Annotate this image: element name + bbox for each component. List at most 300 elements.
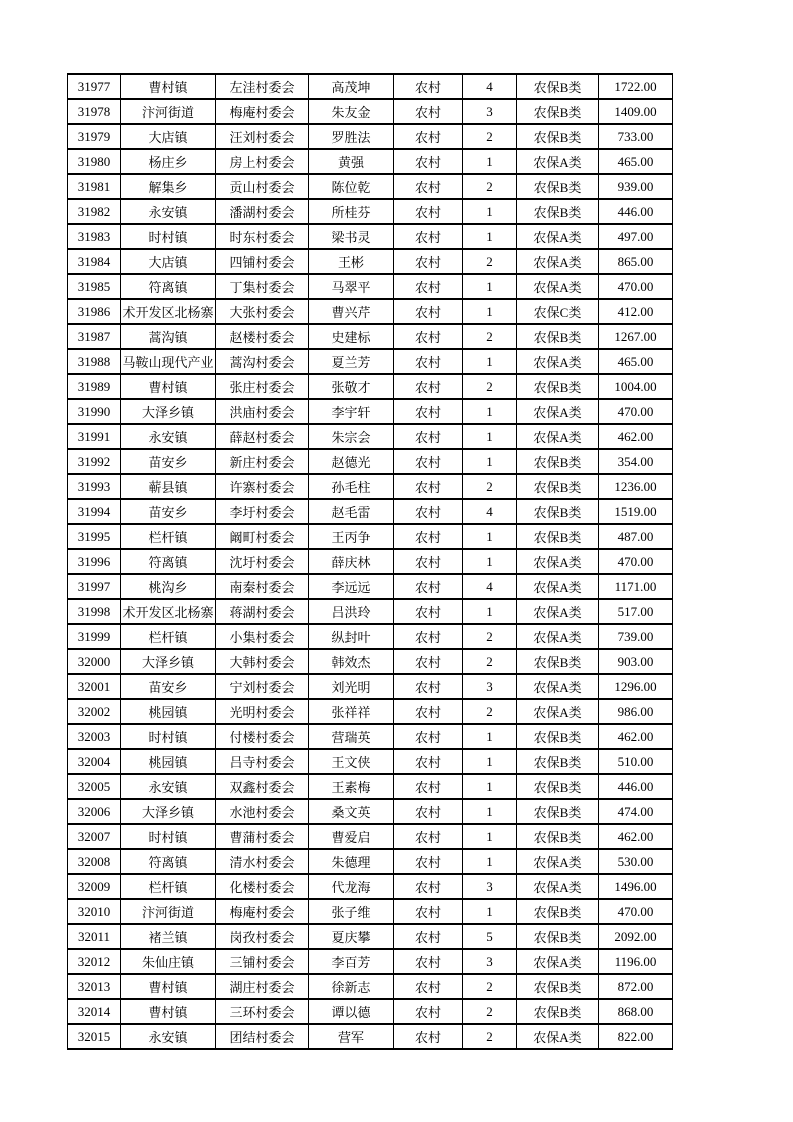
cell-count: 2 [463,249,517,274]
cell-town: 术开发区北杨寨 [121,299,216,324]
cell-count: 1 [463,149,517,174]
cell-amount: 1722.00 [599,74,673,99]
cell-insurance-category: 农保B类 [517,649,599,674]
cell-residence-type: 农村 [394,849,463,874]
cell-town: 符离镇 [121,849,216,874]
cell-person-name: 赵毛雷 [309,499,394,524]
cell-person-name: 张敬才 [309,374,394,399]
cell-insurance-category: 农保B类 [517,724,599,749]
cell-person-name: 吕洪玲 [309,599,394,624]
cell-record-id: 32005 [68,774,121,799]
table-row [68,124,673,149]
cell-amount: 1496.00 [599,874,673,899]
cell-residence-type: 农村 [394,174,463,199]
table-row [68,924,673,949]
cell-town: 时村镇 [121,724,216,749]
cell-village-committee: 李圩村委会 [216,499,309,524]
cell-record-id: 31999 [68,624,121,649]
cell-amount: 1196.00 [599,949,673,974]
cell-village-committee: 四铺村委会 [216,249,309,274]
cell-count: 1 [463,749,517,774]
cell-residence-type: 农村 [394,1024,463,1049]
cell-person-name: 张祥祥 [309,699,394,724]
cell-record-id: 31982 [68,199,121,224]
cell-record-id: 31985 [68,274,121,299]
table-row [68,949,673,974]
cell-insurance-category: 农保B类 [517,999,599,1024]
cell-insurance-category: 农保B类 [517,899,599,924]
cell-record-id: 32004 [68,749,121,774]
cell-amount: 465.00 [599,349,673,374]
cell-count: 2 [463,374,517,399]
cell-count: 1 [463,824,517,849]
cell-insurance-category: 农保B类 [517,824,599,849]
cell-record-id: 32014 [68,999,121,1024]
cell-person-name: 罗胜法 [309,124,394,149]
cell-town: 蕲县镇 [121,474,216,499]
cell-person-name: 马翠平 [309,274,394,299]
cell-residence-type: 农村 [394,674,463,699]
cell-record-id: 31980 [68,149,121,174]
cell-village-committee: 岗孜村委会 [216,924,309,949]
cell-amount: 739.00 [599,624,673,649]
table-row [68,74,673,99]
cell-person-name: 张子维 [309,899,394,924]
cell-count: 2 [463,324,517,349]
cell-person-name: 夏庆攀 [309,924,394,949]
table-row [68,1024,673,1049]
cell-count: 1 [463,224,517,249]
cell-residence-type: 农村 [394,724,463,749]
cell-residence-type: 农村 [394,924,463,949]
cell-person-name: 所桂芬 [309,199,394,224]
cell-town: 术开发区北杨寨 [121,599,216,624]
cell-person-name: 徐新志 [309,974,394,999]
cell-person-name: 黄强 [309,149,394,174]
cell-amount: 470.00 [599,549,673,574]
cell-village-committee: 宁刘村委会 [216,674,309,699]
cell-residence-type: 农村 [394,824,463,849]
cell-residence-type: 农村 [394,899,463,924]
cell-town: 栏杆镇 [121,874,216,899]
cell-count: 1 [463,199,517,224]
cell-person-name: 夏兰芳 [309,349,394,374]
cell-town: 汴河街道 [121,99,216,124]
cell-village-committee: 团结村委会 [216,1024,309,1049]
cell-count: 3 [463,674,517,699]
cell-village-committee: 三铺村委会 [216,949,309,974]
cell-record-id: 32010 [68,899,121,924]
cell-person-name: 李百芳 [309,949,394,974]
cell-count: 2 [463,1024,517,1049]
cell-count: 1 [463,774,517,799]
cell-residence-type: 农村 [394,949,463,974]
table-row [68,799,673,824]
cell-village-committee: 阚町村委会 [216,524,309,549]
cell-record-id: 31978 [68,99,121,124]
cell-record-id: 31995 [68,524,121,549]
table-row [68,699,673,724]
cell-person-name: 桑文英 [309,799,394,824]
cell-amount: 903.00 [599,649,673,674]
cell-insurance-category: 农保A类 [517,874,599,899]
cell-residence-type: 农村 [394,599,463,624]
cell-residence-type: 农村 [394,799,463,824]
cell-town: 大泽乡镇 [121,399,216,424]
cell-amount: 497.00 [599,224,673,249]
cell-record-id: 32011 [68,924,121,949]
cell-residence-type: 农村 [394,624,463,649]
cell-town: 永安镇 [121,1024,216,1049]
cell-record-id: 32000 [68,649,121,674]
cell-residence-type: 农村 [394,474,463,499]
cell-town: 栏杆镇 [121,524,216,549]
cell-count: 1 [463,549,517,574]
cell-village-committee: 房上村委会 [216,149,309,174]
cell-amount: 1519.00 [599,499,673,524]
cell-village-committee: 蒋湖村委会 [216,599,309,624]
table-row [68,174,673,199]
cell-village-committee: 南秦村委会 [216,574,309,599]
cell-village-committee: 蒿沟村委会 [216,349,309,374]
cell-count: 3 [463,99,517,124]
cell-residence-type: 农村 [394,299,463,324]
table-row [68,249,673,274]
cell-amount: 462.00 [599,824,673,849]
cell-record-id: 32013 [68,974,121,999]
cell-count: 2 [463,124,517,149]
insurance-records-table [67,73,673,1050]
cell-person-name: 朱德理 [309,849,394,874]
cell-insurance-category: 农保A类 [517,624,599,649]
table-row [68,599,673,624]
cell-residence-type: 农村 [394,699,463,724]
cell-person-name: 王素梅 [309,774,394,799]
cell-village-committee: 化楼村委会 [216,874,309,899]
cell-amount: 2092.00 [599,924,673,949]
cell-insurance-category: 农保A类 [517,274,599,299]
table-row [68,374,673,399]
cell-town: 栏杆镇 [121,624,216,649]
cell-residence-type: 农村 [394,149,463,174]
cell-insurance-category: 农保A类 [517,349,599,374]
cell-count: 1 [463,799,517,824]
cell-town: 杨庄乡 [121,149,216,174]
cell-insurance-category: 农保A类 [517,849,599,874]
cell-insurance-category: 农保B类 [517,374,599,399]
cell-count: 4 [463,74,517,99]
cell-record-id: 31983 [68,224,121,249]
cell-residence-type: 农村 [394,74,463,99]
cell-count: 1 [463,349,517,374]
cell-amount: 822.00 [599,1024,673,1049]
cell-insurance-category: 农保B类 [517,499,599,524]
cell-insurance-category: 农保B类 [517,324,599,349]
cell-residence-type: 农村 [394,449,463,474]
cell-town: 马鞍山现代产业 [121,349,216,374]
cell-amount: 1004.00 [599,374,673,399]
cell-insurance-category: 农保B类 [517,199,599,224]
cell-amount: 517.00 [599,599,673,624]
cell-person-name: 朱宗会 [309,424,394,449]
cell-village-committee: 付楼村委会 [216,724,309,749]
cell-town: 曹村镇 [121,374,216,399]
cell-person-name: 纵封叶 [309,624,394,649]
cell-count: 2 [463,624,517,649]
cell-count: 1 [463,899,517,924]
cell-town: 苗安乡 [121,499,216,524]
cell-residence-type: 农村 [394,649,463,674]
cell-person-name: 谭以德 [309,999,394,1024]
cell-town: 曹村镇 [121,974,216,999]
cell-residence-type: 农村 [394,574,463,599]
cell-residence-type: 农村 [394,499,463,524]
table-row [68,874,673,899]
cell-village-committee: 左洼村委会 [216,74,309,99]
cell-village-committee: 小集村委会 [216,624,309,649]
cell-amount: 1409.00 [599,99,673,124]
cell-count: 1 [463,399,517,424]
cell-amount: 446.00 [599,199,673,224]
cell-person-name: 李远远 [309,574,394,599]
cell-residence-type: 农村 [394,524,463,549]
cell-record-id: 31998 [68,599,121,624]
table-row [68,149,673,174]
cell-record-id: 31994 [68,499,121,524]
table-row [68,749,673,774]
cell-village-committee: 水池村委会 [216,799,309,824]
cell-record-id: 31981 [68,174,121,199]
cell-record-id: 32007 [68,824,121,849]
cell-record-id: 31989 [68,374,121,399]
cell-village-committee: 新庄村委会 [216,449,309,474]
cell-amount: 470.00 [599,274,673,299]
cell-residence-type: 农村 [394,974,463,999]
cell-residence-type: 农村 [394,999,463,1024]
cell-person-name: 曹兴芹 [309,299,394,324]
cell-record-id: 31984 [68,249,121,274]
table-row [68,624,673,649]
cell-person-name: 曹爱启 [309,824,394,849]
cell-record-id: 32001 [68,674,121,699]
cell-village-committee: 许寨村委会 [216,474,309,499]
cell-village-committee: 丁集村委会 [216,274,309,299]
cell-amount: 868.00 [599,999,673,1024]
cell-person-name: 李宇轩 [309,399,394,424]
cell-town: 桃沟乡 [121,574,216,599]
cell-amount: 412.00 [599,299,673,324]
cell-insurance-category: 农保A类 [517,149,599,174]
cell-village-committee: 赵楼村委会 [216,324,309,349]
cell-town: 曹村镇 [121,74,216,99]
cell-village-committee: 张庄村委会 [216,374,309,399]
table-row [68,449,673,474]
cell-count: 2 [463,174,517,199]
cell-village-committee: 时东村委会 [216,224,309,249]
cell-count: 1 [463,849,517,874]
cell-person-name: 韩效杰 [309,649,394,674]
cell-count: 2 [463,974,517,999]
cell-village-committee: 洪庙村委会 [216,399,309,424]
cell-amount: 462.00 [599,724,673,749]
cell-insurance-category: 农保A类 [517,699,599,724]
cell-insurance-category: 农保A类 [517,574,599,599]
cell-town: 大店镇 [121,249,216,274]
cell-village-committee: 双鑫村委会 [216,774,309,799]
cell-village-committee: 大韩村委会 [216,649,309,674]
cell-residence-type: 农村 [394,874,463,899]
cell-town: 苗安乡 [121,449,216,474]
cell-amount: 470.00 [599,899,673,924]
cell-residence-type: 农村 [394,374,463,399]
table-row [68,99,673,124]
cell-insurance-category: 农保B类 [517,799,599,824]
cell-amount: 487.00 [599,524,673,549]
table-row [68,824,673,849]
cell-amount: 510.00 [599,749,673,774]
table-row [68,524,673,549]
table-row [68,349,673,374]
cell-amount: 470.00 [599,399,673,424]
cell-person-name: 梁书灵 [309,224,394,249]
cell-record-id: 31988 [68,349,121,374]
cell-town: 褚兰镇 [121,924,216,949]
cell-village-committee: 湖庄村委会 [216,974,309,999]
table-row [68,474,673,499]
cell-person-name: 史建标 [309,324,394,349]
cell-village-committee: 薛赵村委会 [216,424,309,449]
cell-town: 曹村镇 [121,999,216,1024]
table-row [68,724,673,749]
cell-record-id: 31992 [68,449,121,474]
cell-record-id: 32002 [68,699,121,724]
cell-count: 1 [463,524,517,549]
table-row [68,574,673,599]
cell-town: 桃园镇 [121,749,216,774]
table-row [68,549,673,574]
cell-village-committee: 清水村委会 [216,849,309,874]
cell-insurance-category: 农保A类 [517,1024,599,1049]
cell-residence-type: 农村 [394,224,463,249]
cell-record-id: 32009 [68,874,121,899]
cell-insurance-category: 农保B类 [517,774,599,799]
cell-residence-type: 农村 [394,124,463,149]
cell-amount: 354.00 [599,449,673,474]
cell-person-name: 王丙争 [309,524,394,549]
cell-town: 符离镇 [121,549,216,574]
cell-person-name: 朱友金 [309,99,394,124]
cell-record-id: 31996 [68,549,121,574]
cell-amount: 462.00 [599,424,673,449]
cell-record-id: 32012 [68,949,121,974]
table-row [68,674,673,699]
cell-village-committee: 曹蒲村委会 [216,824,309,849]
cell-town: 桃园镇 [121,699,216,724]
cell-count: 2 [463,474,517,499]
table-row [68,899,673,924]
cell-record-id: 32008 [68,849,121,874]
cell-count: 3 [463,949,517,974]
cell-insurance-category: 农保A类 [517,249,599,274]
cell-count: 1 [463,274,517,299]
cell-person-name: 王彬 [309,249,394,274]
cell-insurance-category: 农保A类 [517,224,599,249]
cell-count: 3 [463,874,517,899]
cell-town: 大泽乡镇 [121,799,216,824]
cell-record-id: 31977 [68,74,121,99]
table-row [68,649,673,674]
cell-village-committee: 贡山村委会 [216,174,309,199]
cell-person-name: 代龙海 [309,874,394,899]
cell-count: 4 [463,574,517,599]
cell-village-committee: 汪刘村委会 [216,124,309,149]
table-row [68,224,673,249]
cell-count: 2 [463,649,517,674]
cell-insurance-category: 农保B类 [517,174,599,199]
table-row [68,974,673,999]
cell-residence-type: 农村 [394,349,463,374]
cell-town: 蒿沟镇 [121,324,216,349]
table-row [68,424,673,449]
cell-residence-type: 农村 [394,424,463,449]
cell-insurance-category: 农保A类 [517,599,599,624]
table-row [68,274,673,299]
cell-amount: 986.00 [599,699,673,724]
cell-amount: 1236.00 [599,474,673,499]
cell-person-name: 营瑞英 [309,724,394,749]
cell-town: 永安镇 [121,774,216,799]
cell-amount: 872.00 [599,974,673,999]
cell-record-id: 31979 [68,124,121,149]
cell-insurance-category: 农保B类 [517,974,599,999]
cell-town: 大泽乡镇 [121,649,216,674]
table-row [68,324,673,349]
cell-town: 符离镇 [121,274,216,299]
cell-count: 5 [463,924,517,949]
cell-amount: 1296.00 [599,674,673,699]
cell-record-id: 31987 [68,324,121,349]
cell-insurance-category: 农保B类 [517,449,599,474]
cell-insurance-category: 农保B类 [517,924,599,949]
cell-count: 1 [463,299,517,324]
cell-person-name: 孙毛柱 [309,474,394,499]
cell-residence-type: 农村 [394,749,463,774]
cell-amount: 446.00 [599,774,673,799]
cell-record-id: 32015 [68,1024,121,1049]
cell-record-id: 32006 [68,799,121,824]
cell-amount: 465.00 [599,149,673,174]
cell-record-id: 31991 [68,424,121,449]
cell-insurance-category: 农保B类 [517,474,599,499]
cell-insurance-category: 农保A类 [517,424,599,449]
cell-person-name: 刘光明 [309,674,394,699]
cell-amount: 939.00 [599,174,673,199]
cell-amount: 865.00 [599,249,673,274]
cell-insurance-category: 农保B类 [517,99,599,124]
cell-amount: 474.00 [599,799,673,824]
cell-count: 1 [463,424,517,449]
table-row [68,499,673,524]
table-row [68,999,673,1024]
cell-count: 4 [463,499,517,524]
cell-town: 永安镇 [121,424,216,449]
cell-town: 大店镇 [121,124,216,149]
cell-village-committee: 大张村委会 [216,299,309,324]
cell-record-id: 31993 [68,474,121,499]
cell-village-committee: 吕寺村委会 [216,749,309,774]
cell-insurance-category: 农保A类 [517,674,599,699]
cell-residence-type: 农村 [394,99,463,124]
